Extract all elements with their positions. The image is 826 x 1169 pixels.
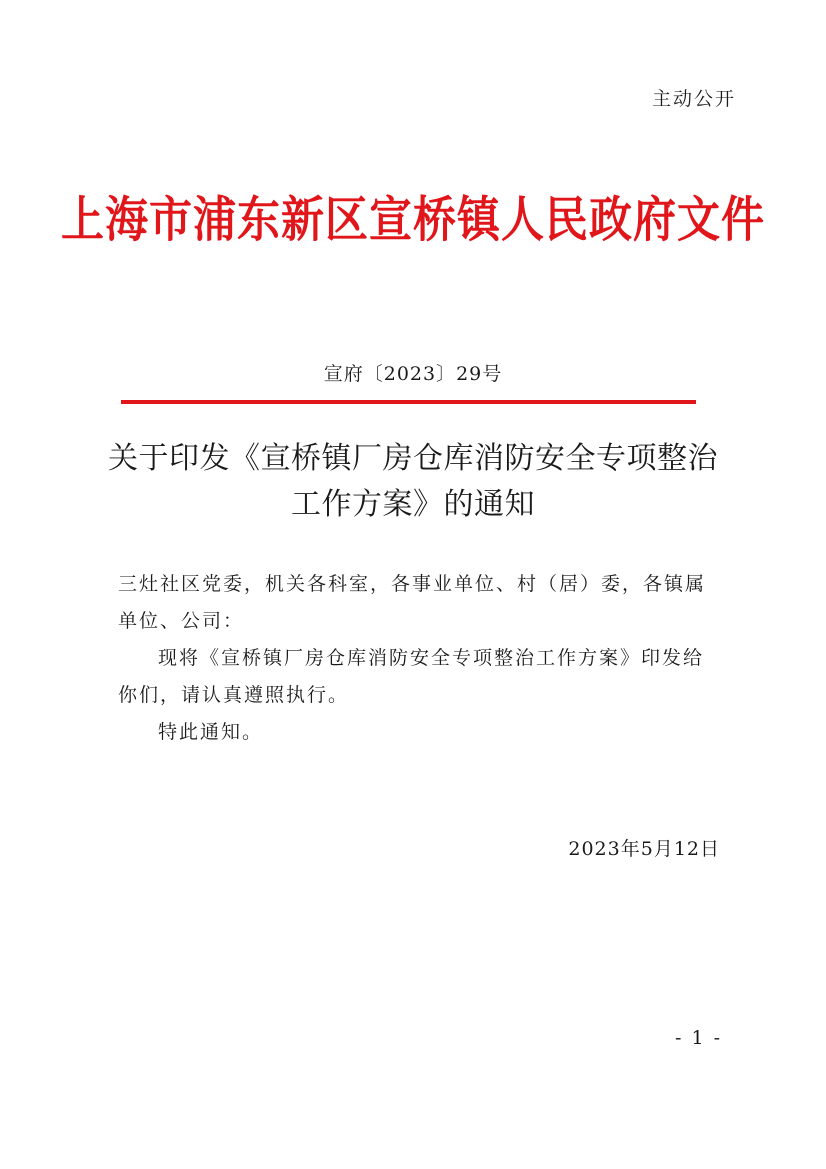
header-divider-line [121,400,696,404]
document-header-title: 上海市浦东新区宣桥镇人民政府文件 [61,192,765,249]
document-number: 宣府〔2023〕29号 [323,363,503,385]
addressee-line: 三灶社区党委，机关各科室，各事业单位、村（居）委，各镇属单位、公司： [118,573,707,632]
issue-date: 2023年5月12日 [568,838,720,860]
closing-paragraph: 特此通知。 [158,721,264,743]
page-number: - 1 - [674,1027,722,1049]
notice-title: 关于印发《宣桥镇厂房仓库消防安全专项整治工作方案》的通知 [108,441,718,522]
body-paragraph: 现将《宣桥镇厂房仓库消防安全专项整治工作方案》印发给你们，请认真遵照执行。 [118,647,705,706]
disclosure-label: 主动公开 [651,88,736,110]
